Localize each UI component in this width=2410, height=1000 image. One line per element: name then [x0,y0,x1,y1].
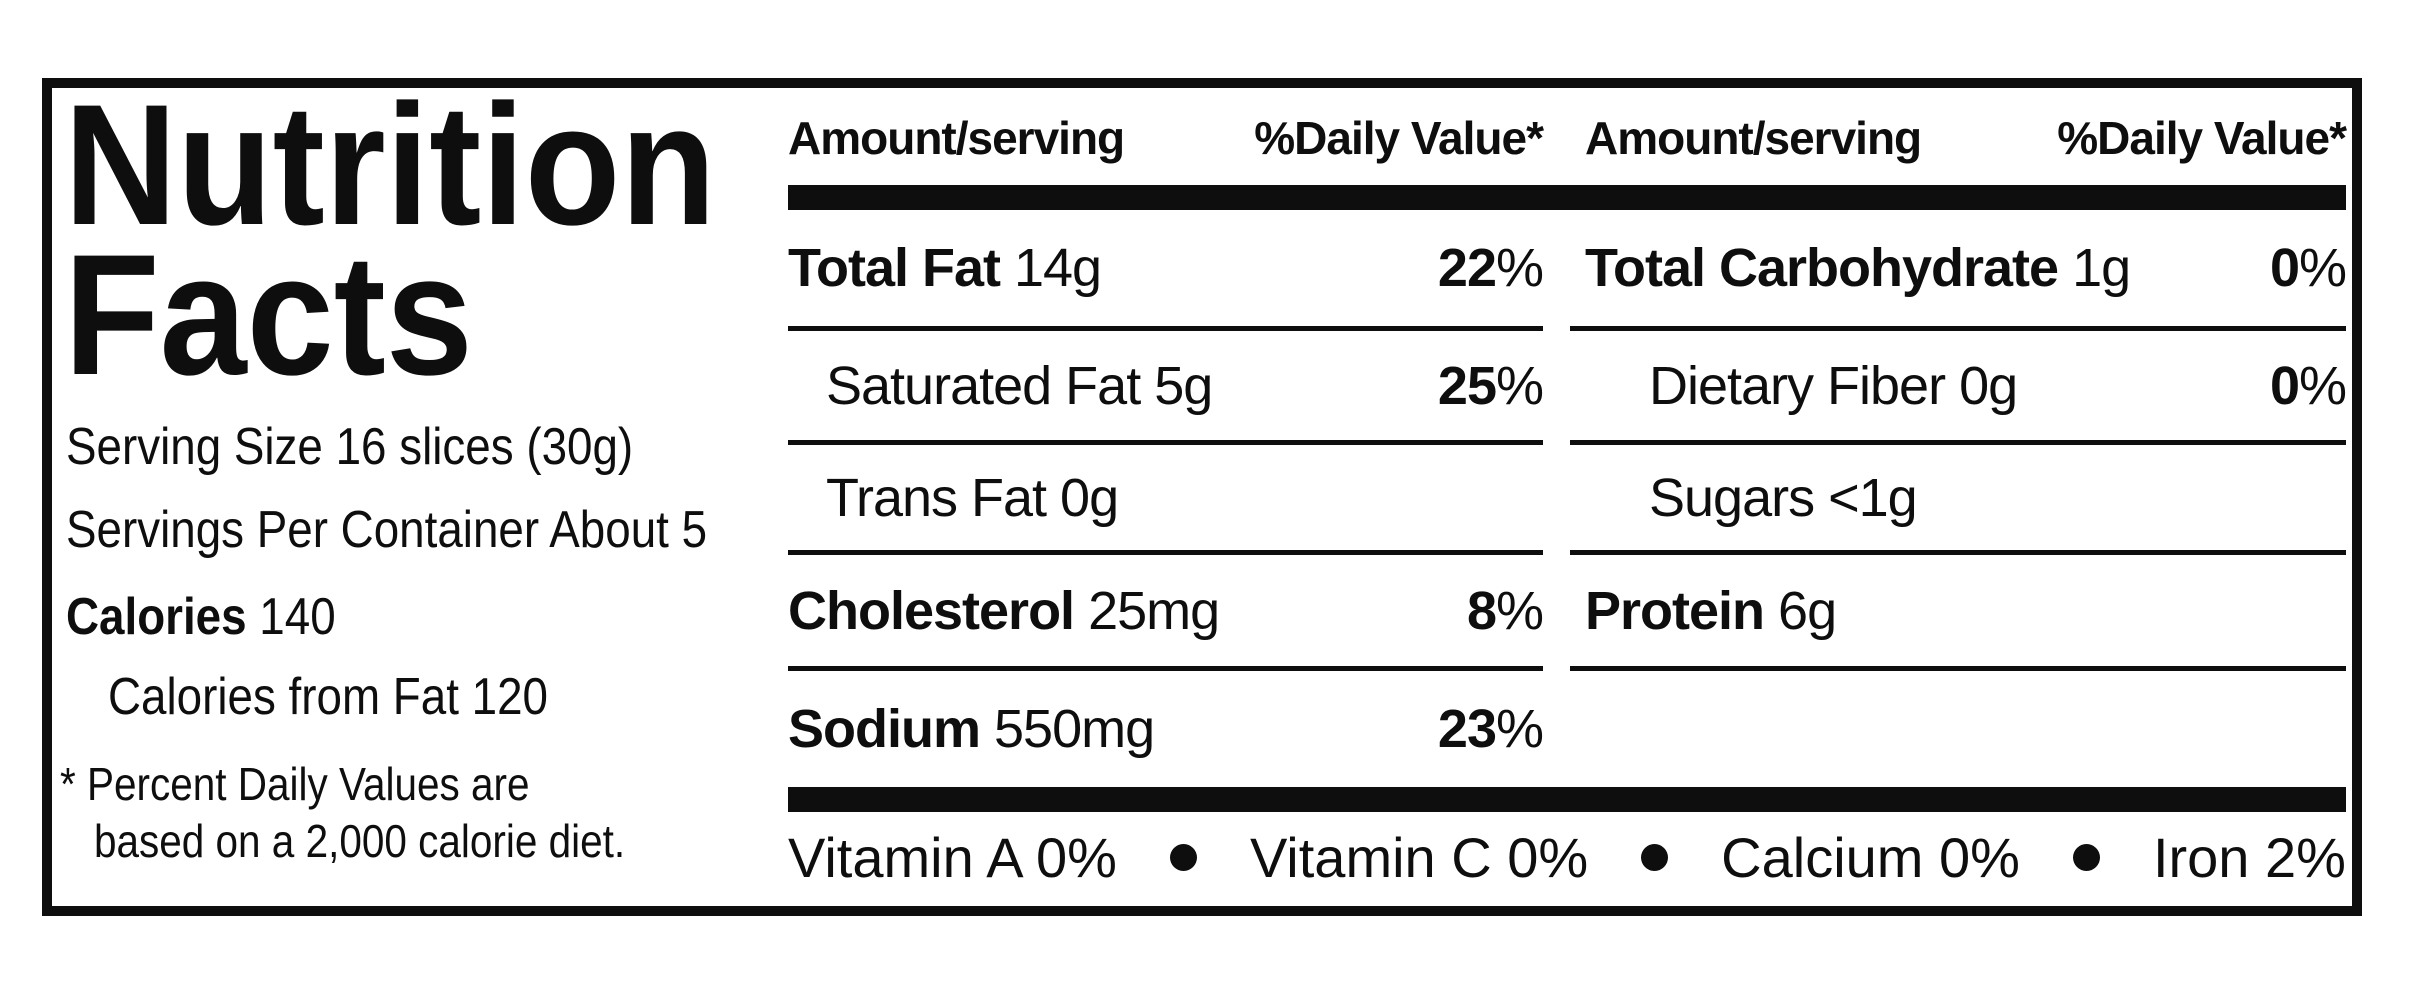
footnote-line-2: based on a 2,000 calorie diet. [94,815,626,867]
title-line-nutrition: Nutrition [64,69,717,261]
total-carbohydrate-dv: 0% [2269,238,2346,298]
micronutrient-divider-bar [788,787,2346,812]
header-divider-bar [788,185,2346,210]
left-column-header [788,92,1543,184]
row-cholesterol [788,555,1543,666]
calories-label: Calories [66,588,247,646]
micronutrients-row [788,812,2346,903]
vitamin-a-text: Vitamin A 0% [788,826,1117,889]
left-header-amount-serving: Amount/serving [788,112,1125,164]
cholesterol-dv: 8% [1466,580,1543,641]
cholesterol-name: Cholesterol 25mg [788,580,1220,641]
row-sugars [1585,445,2346,550]
iron-text: Iron 2% [2152,826,2346,889]
saturated-fat-name: Saturated Fat 5g [826,355,1213,416]
calcium-text: Calcium 0% [1721,826,2020,889]
dietary-fiber-name: Dietary Fiber 0g [1649,355,2018,416]
dietary-fiber-dv: 0% [2269,355,2346,416]
protein-name: Protein 6g [1585,580,1837,641]
serving-size-text: Serving Size 16 slices (30g) [66,418,634,476]
label-title [64,69,717,411]
servings-per-container-text: Servings Per Container About 5 [66,501,708,559]
row-sodium [788,671,1543,787]
calories-from-fat-text: Calories from Fat 120 [108,668,548,726]
right-column-header [1585,92,2346,184]
right-header-daily-value: %Daily Value* [2057,112,2346,164]
row-dietary-fiber [1585,331,2346,440]
row-divider [1570,666,2346,671]
footnote-line-1: * Percent Daily Values are [60,758,530,810]
total-carbohydrate-name: Total Carbohydrate 1g [1585,238,2131,298]
left-header-daily-value: %Daily Value* [1254,112,1543,164]
row-total-fat [788,210,1543,326]
saturated-fat-dv: 25% [1437,355,1543,416]
sodium-name: Sodium 550mg [788,699,1155,759]
total-fat-name: Total Fat 14g [788,238,1102,298]
bullet-separator-icon [1641,844,1668,871]
row-total-carbohydrate [1585,210,2346,326]
right-header-amount-serving: Amount/serving [1585,112,1922,164]
sodium-dv: 23% [1437,699,1543,759]
calories-value: 140 [246,588,336,646]
title-line-facts: Facts [64,219,473,411]
row-protein [1585,555,2346,666]
row-trans-fat [788,445,1543,550]
calories-text [66,587,336,647]
vitamin-c-text: Vitamin C 0% [1249,826,1589,889]
sugars-name: Sugars <1g [1649,467,1917,528]
trans-fat-name: Trans Fat 0g [826,467,1119,528]
total-fat-dv: 22% [1437,238,1543,298]
bullet-separator-icon [1170,844,1197,871]
row-saturated-fat [788,331,1543,440]
bullet-separator-icon [2073,844,2100,871]
